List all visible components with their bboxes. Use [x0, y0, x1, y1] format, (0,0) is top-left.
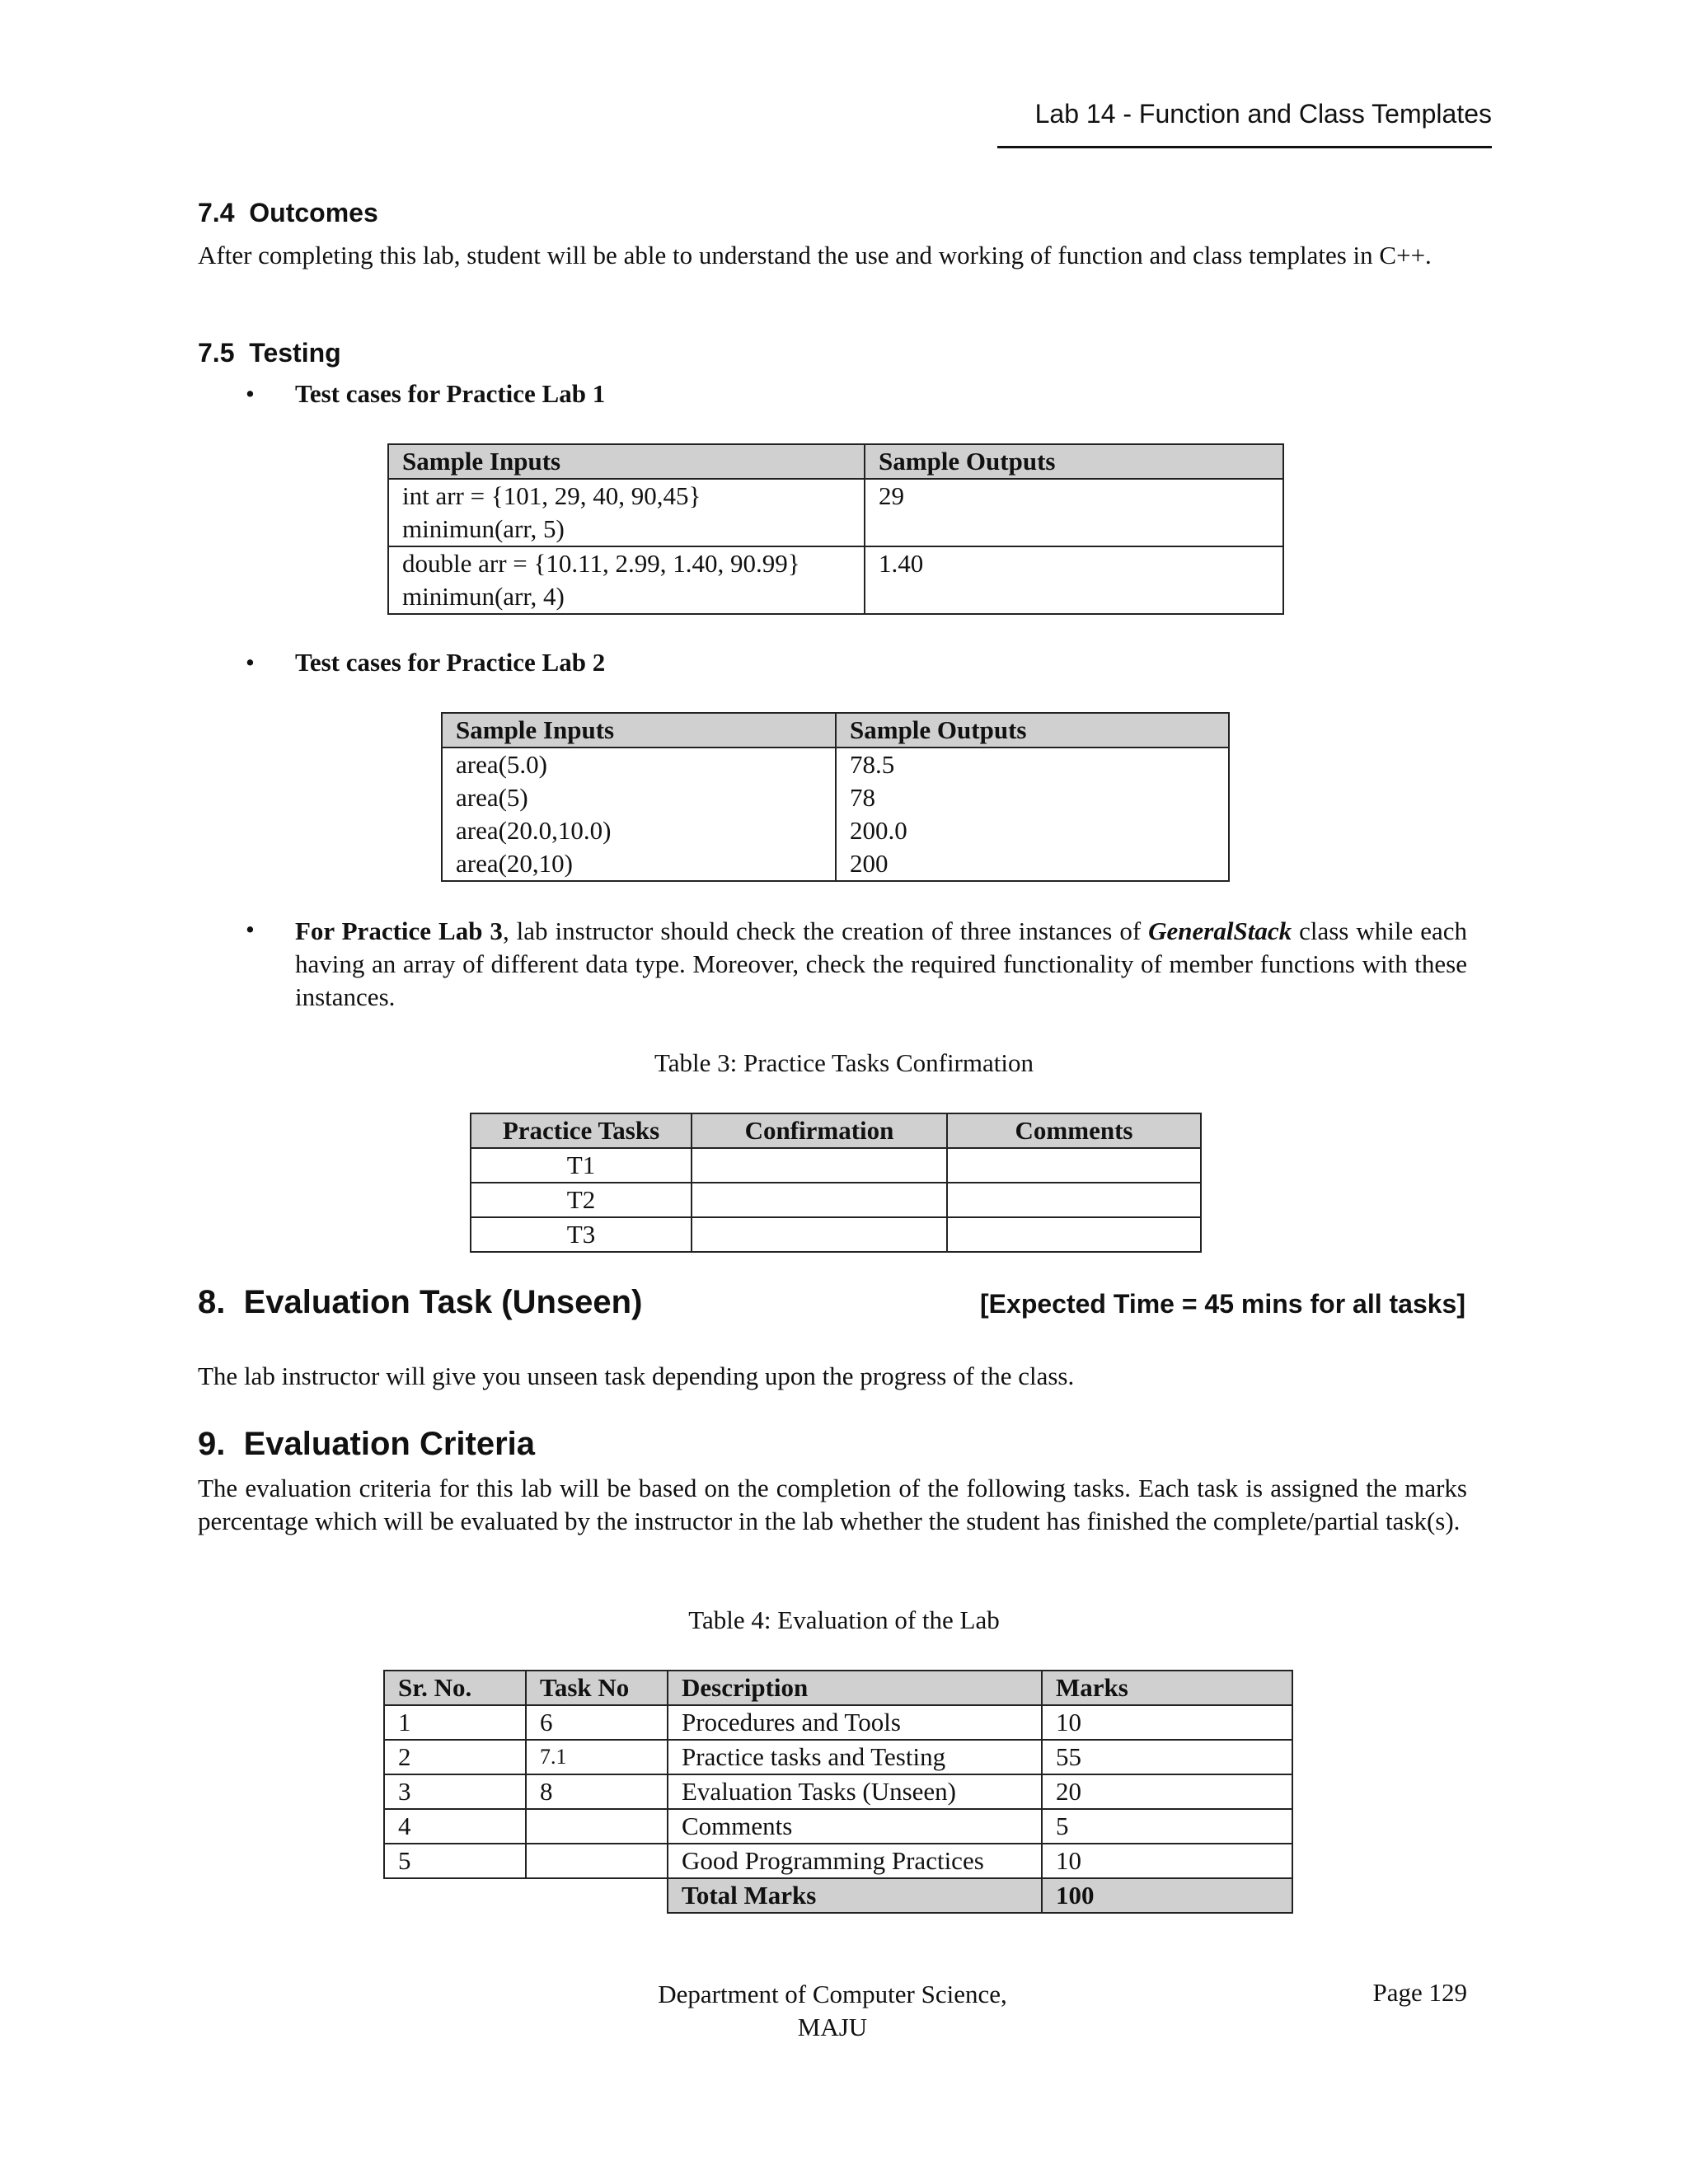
description-cell: Procedures and Tools [668, 1705, 1042, 1740]
table-header-row [442, 713, 1229, 748]
practice-tasks-confirmation-table [470, 1113, 1202, 1253]
table-row [442, 748, 1229, 881]
sample-input-cell [388, 546, 865, 614]
comments-cell [947, 1183, 1201, 1217]
table-header-row [384, 1671, 1292, 1705]
task-no-cell: 6 [526, 1705, 668, 1740]
output-line: 78 [850, 783, 875, 812]
comments-cell [947, 1217, 1201, 1252]
section-number: 9. [198, 1426, 226, 1462]
bullet-dot: • [246, 648, 255, 677]
table-4-caption: Table 4: Evaluation of the Lab [688, 1605, 1000, 1634]
description-cell: Comments [668, 1809, 1042, 1844]
input-line: double arr = {10.11, 2.99, 1.40, 90.99} [402, 549, 800, 578]
input-line: minimun(arr, 4) [402, 582, 565, 611]
sr-cell: 2 [384, 1740, 526, 1774]
bullet-dot: • [246, 379, 255, 408]
table-row [388, 546, 1283, 614]
comments-cell [947, 1148, 1201, 1183]
section-7-4-heading [198, 198, 378, 228]
marks-cell: 10 [1042, 1705, 1292, 1740]
table-row [384, 1705, 1292, 1740]
input-line: area(20.0,10.0) [456, 816, 612, 845]
running-header: Lab 14 - Function and Class Templates [1034, 99, 1492, 129]
column-header: Marks [1042, 1671, 1292, 1705]
task-cell: T2 [471, 1183, 692, 1217]
table-row [388, 479, 1283, 546]
bullet-text: class while each having an array of different data type. Moreover, check the required functionality of member functions with these instances. [295, 916, 1467, 1011]
column-header: Sample Outputs [836, 713, 1229, 748]
section-title: Testing [249, 338, 341, 368]
output-line: 200.0 [850, 816, 907, 845]
section-number: 8. [198, 1284, 226, 1320]
evaluation-task-text: The lab instructor will give you unseen task depending upon the progress of the class. [198, 1361, 1075, 1390]
task-no-cell [526, 1844, 668, 1878]
input-line: area(5.0) [456, 750, 547, 779]
column-header: Sample Inputs [442, 713, 836, 748]
description-cell: Good Programming Practices [668, 1844, 1042, 1878]
section-title: Evaluation Task (Unseen) [243, 1284, 643, 1320]
evaluation-table [383, 1670, 1293, 1914]
evaluation-criteria-text: The evaluation criteria for this lab will be based on the completion of the following tasks. Each task is assigned the marks percentage which will be evaluated by the instructor in the lab whether the student has finished the complete/partial task(s). [198, 1474, 1467, 1535]
table-row [471, 1148, 1201, 1183]
page-number: Page 129 [1372, 1978, 1467, 2007]
table-row [384, 1774, 1292, 1809]
header-rule [997, 146, 1492, 148]
task-cell: T1 [471, 1148, 692, 1183]
section-title: Evaluation Criteria [243, 1426, 536, 1462]
footer-department [610, 1978, 1055, 2044]
column-header: Practice Tasks [471, 1113, 692, 1148]
outcomes-text: After completing this lab, student will be able to understand the use and working of function and class templates in C++. [198, 241, 1432, 269]
task-cell: T3 [471, 1217, 692, 1252]
section-title: Outcomes [249, 198, 378, 227]
total-value: 100 [1042, 1878, 1292, 1913]
table-row [471, 1217, 1201, 1252]
column-header: Comments [947, 1113, 1201, 1148]
section-8-heading [198, 1284, 642, 1321]
sample-input-cell [388, 479, 865, 546]
input-line: minimun(arr, 5) [402, 514, 565, 543]
input-line: int arr = {101, 29, 40, 90,45} [402, 481, 701, 510]
sr-cell: 1 [384, 1705, 526, 1740]
confirmation-cell [692, 1217, 947, 1252]
class-name: GeneralStack [1148, 916, 1292, 945]
footer-line: Department of Computer Science, [658, 1980, 1007, 2008]
sample-output-cell: 29 [865, 479, 1283, 546]
table-header-row [471, 1113, 1201, 1148]
bullet-practice-lab-3 [295, 915, 1467, 1014]
marks-cell: 20 [1042, 1774, 1292, 1809]
practice-lab-1-table [387, 443, 1284, 615]
bullet-text: , lab instructor should check the creation of three instances of [502, 916, 1149, 945]
table-row [471, 1183, 1201, 1217]
sr-cell: 5 [384, 1844, 526, 1878]
table-header-row [388, 444, 1283, 479]
table-row [384, 1740, 1292, 1774]
input-line: area(20,10) [456, 849, 573, 878]
sample-output-cell: 1.40 [865, 546, 1283, 614]
section-number: 7.5 [198, 338, 235, 368]
bullet-practice-lab-1: Test cases for Practice Lab 1 [295, 379, 606, 408]
section-9-heading [198, 1426, 535, 1463]
table-row [384, 1809, 1292, 1844]
column-header: Task No [526, 1671, 668, 1705]
marks-cell: 5 [1042, 1809, 1292, 1844]
confirmation-cell [692, 1148, 947, 1183]
column-header: Sample Inputs [388, 444, 865, 479]
table-3-caption: Table 3: Practice Tasks Confirmation [654, 1048, 1034, 1077]
task-no-cell [526, 1809, 668, 1844]
task-no-cell: 8 [526, 1774, 668, 1809]
sr-cell: 4 [384, 1809, 526, 1844]
description-cell: Evaluation Tasks (Unseen) [668, 1774, 1042, 1809]
bullet-practice-lab-2: Test cases for Practice Lab 2 [295, 648, 606, 677]
confirmation-cell [692, 1183, 947, 1217]
description-cell: Practice tasks and Testing [668, 1740, 1042, 1774]
output-line: 200 [850, 849, 889, 878]
table-row [384, 1844, 1292, 1878]
marks-cell: 10 [1042, 1844, 1292, 1878]
bullet-dot: • [246, 915, 255, 944]
output-line: 78.5 [850, 750, 895, 779]
sample-inputs-cell [442, 748, 836, 881]
task-no-cell: 7.1 [526, 1740, 668, 1774]
expected-time: [Expected Time = 45 mins for all tasks] [980, 1289, 1465, 1319]
practice-lab-2-table [441, 712, 1230, 882]
column-header: Confirmation [692, 1113, 947, 1148]
column-header: Description [668, 1671, 1042, 1705]
sr-cell: 3 [384, 1774, 526, 1809]
footer-line: MAJU [797, 2013, 868, 2041]
marks-cell: 55 [1042, 1740, 1292, 1774]
section-number: 7.4 [198, 198, 235, 227]
sample-outputs-cell [836, 748, 1229, 881]
total-label: Total Marks [668, 1878, 1042, 1913]
column-header: Sr. No. [384, 1671, 526, 1705]
column-header: Sample Outputs [865, 444, 1283, 479]
input-line: area(5) [456, 783, 528, 812]
total-row [384, 1878, 1292, 1913]
section-7-5-heading [198, 338, 341, 368]
bullet-bold-lead: For Practice Lab 3 [295, 916, 503, 945]
